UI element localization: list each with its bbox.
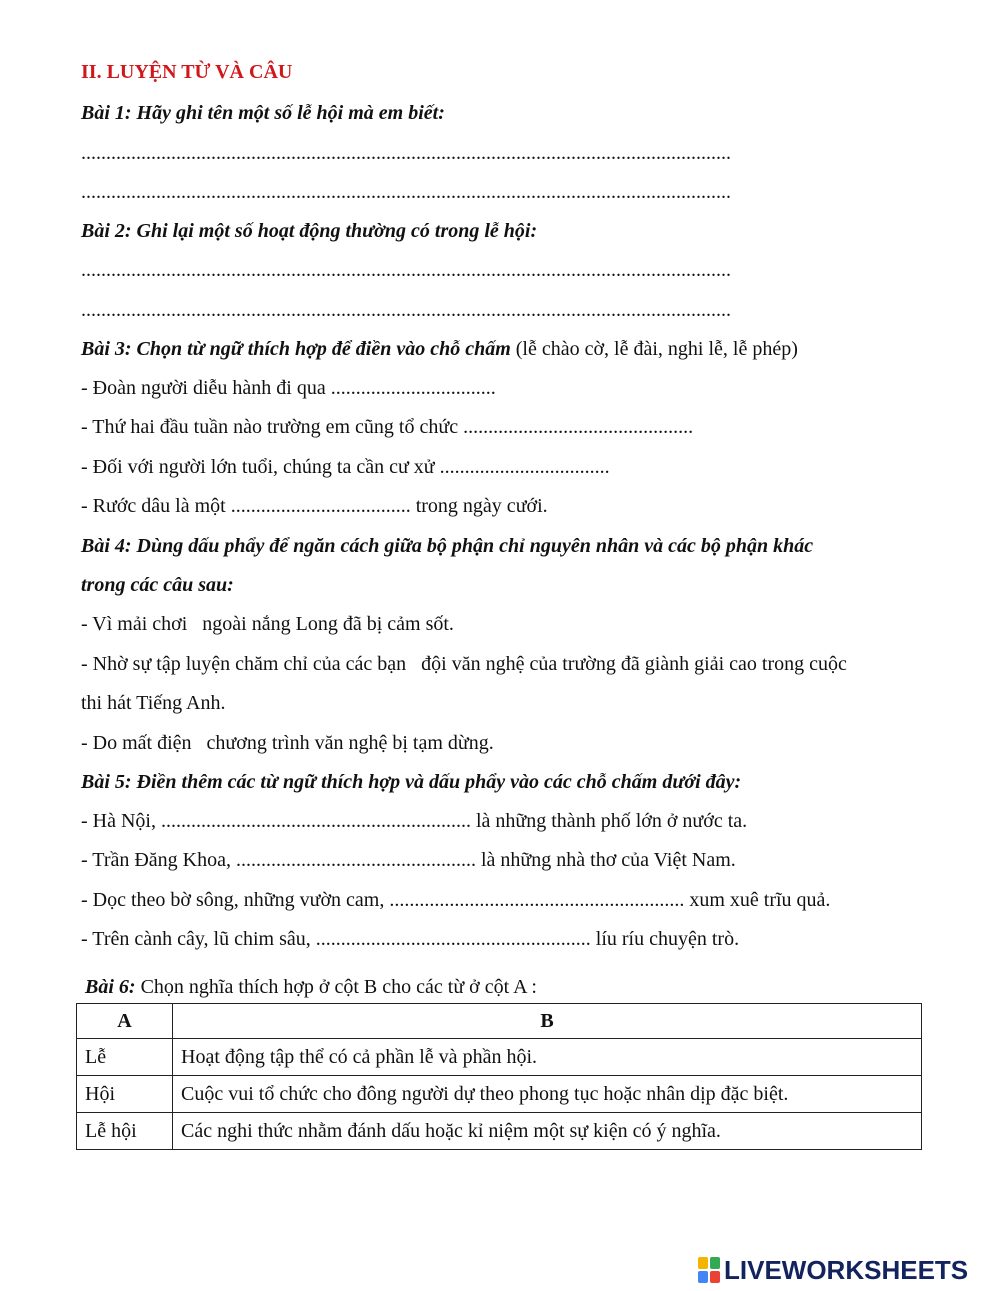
exercise-3-title: Bài 3: Chọn từ ngữ thích hợp để điền vào chỗ chấm [81, 338, 511, 360]
logo-square [698, 1271, 708, 1283]
exercise-2-title: Bài 2: Ghi lại một số hoạt động thường có trong lễ hội: [81, 220, 538, 242]
exercise-1-blank-1[interactable]: .................................................................................................................................. [81, 142, 731, 164]
exercise-2-blank-1[interactable]: .................................................................................................................................. [81, 259, 731, 281]
word-cell[interactable]: Lễ hội [77, 1113, 173, 1150]
exercise-3-options: (lễ chào cờ, lễ đài, nghi lễ, lễ phép) [510, 338, 798, 360]
table-row [77, 1039, 922, 1076]
exercise-3-item-1[interactable]: - Đoàn người diễu hành đi qua ................................. [81, 377, 496, 399]
exercise-3-item-3[interactable]: - Đối với người lớn tuổi, chúng ta cần cư xử .................................. [81, 456, 610, 478]
exercise-3-item-2[interactable]: - Thứ hai đầu tuần nào trường em cũng tổ chức .............................................. [81, 416, 694, 438]
exercise-5-item-3[interactable]: - Dọc theo bờ sông, những vườn cam, ........................................................... xum xuê trĩu quả. [81, 889, 831, 911]
exercise-3-item-4[interactable]: - Rước dâu là một .................................... trong ngày cưới. [81, 495, 548, 517]
table-row [77, 1076, 922, 1113]
exercise-6-text: Chọn nghĩa thích hợp ở cột B cho các từ ở cột A : [135, 976, 537, 998]
exercise-4-title-line-2: trong các câu sau: [81, 574, 234, 596]
table-row [77, 1113, 922, 1150]
matching-table [76, 1003, 922, 1150]
logo-square [710, 1271, 720, 1283]
table-header-row [77, 1004, 922, 1039]
exercise-5-item-1[interactable]: - Hà Nội, .............................................................. là những thành phố lớn ở nước ta. [81, 810, 748, 832]
column-a-header: A [77, 1004, 173, 1039]
exercise-1-title: Bài 1: Hãy ghi tên một số lễ hội mà em biết: [81, 102, 445, 124]
exercise-4-title-line-1: Bài 4: Dùng dấu phẩy để ngăn cách giữa bộ phận chỉ nguyên nhân và các bộ phận khác [81, 535, 814, 557]
logo-square [710, 1257, 720, 1269]
word-cell[interactable]: Lễ [77, 1039, 173, 1076]
exercise-4-item-2[interactable]: - Nhờ sự tập luyện chăm chỉ của các bạn đội văn nghệ của trường đã giành giải cao trong cuộc [81, 653, 847, 675]
logo-text: LIVEWORKSHEETS [724, 1254, 969, 1285]
exercise-3-heading [81, 337, 798, 361]
section-title: II. LUYỆN TỪ VÀ CÂU [81, 61, 293, 83]
logo-square [698, 1257, 708, 1269]
exercise-6-heading [85, 975, 537, 999]
exercise-5-title: Bài 5: Điền thêm các từ ngữ thích hợp và dấu phẩy vào các chỗ chấm dưới đây: [81, 771, 742, 793]
column-b-header: B [173, 1004, 922, 1039]
exercise-1-blank-2[interactable]: .................................................................................................................................. [81, 181, 731, 203]
word-cell[interactable]: Hội [77, 1076, 173, 1113]
exercise-5-item-2[interactable]: - Trần Đăng Khoa, ................................................ là những nhà thơ của Việt Nam. [81, 849, 736, 871]
exercise-4-item-2-cont: thi hát Tiếng Anh. [81, 692, 226, 714]
exercise-2-blank-2[interactable]: .................................................................................................................................. [81, 299, 731, 321]
liveworksheets-logo [698, 1255, 968, 1285]
exercise-4-item-1[interactable]: - Vì mải chơi ngoài nắng Long đã bị cảm sốt. [81, 613, 454, 635]
exercise-5-item-4[interactable]: - Trên cành cây, lũ chim sâu, ....................................................... líu ríu chuyện trò. [81, 928, 740, 950]
meaning-cell[interactable]: Hoạt động tập thể có cả phần lễ và phần hội. [173, 1039, 922, 1076]
exercise-4-item-3[interactable]: - Do mất điện chương trình văn nghệ bị tạm dừng. [81, 732, 494, 754]
exercise-6-label: Bài 6: [85, 976, 136, 998]
meaning-cell[interactable]: Các nghi thức nhằm đánh dấu hoặc kỉ niệm một sự kiện có ý nghĩa. [173, 1113, 922, 1150]
meaning-cell[interactable]: Cuộc vui tổ chức cho đông người dự theo phong tục hoặc nhân dịp đặc biệt. [173, 1076, 922, 1113]
logo-icon [698, 1257, 720, 1283]
